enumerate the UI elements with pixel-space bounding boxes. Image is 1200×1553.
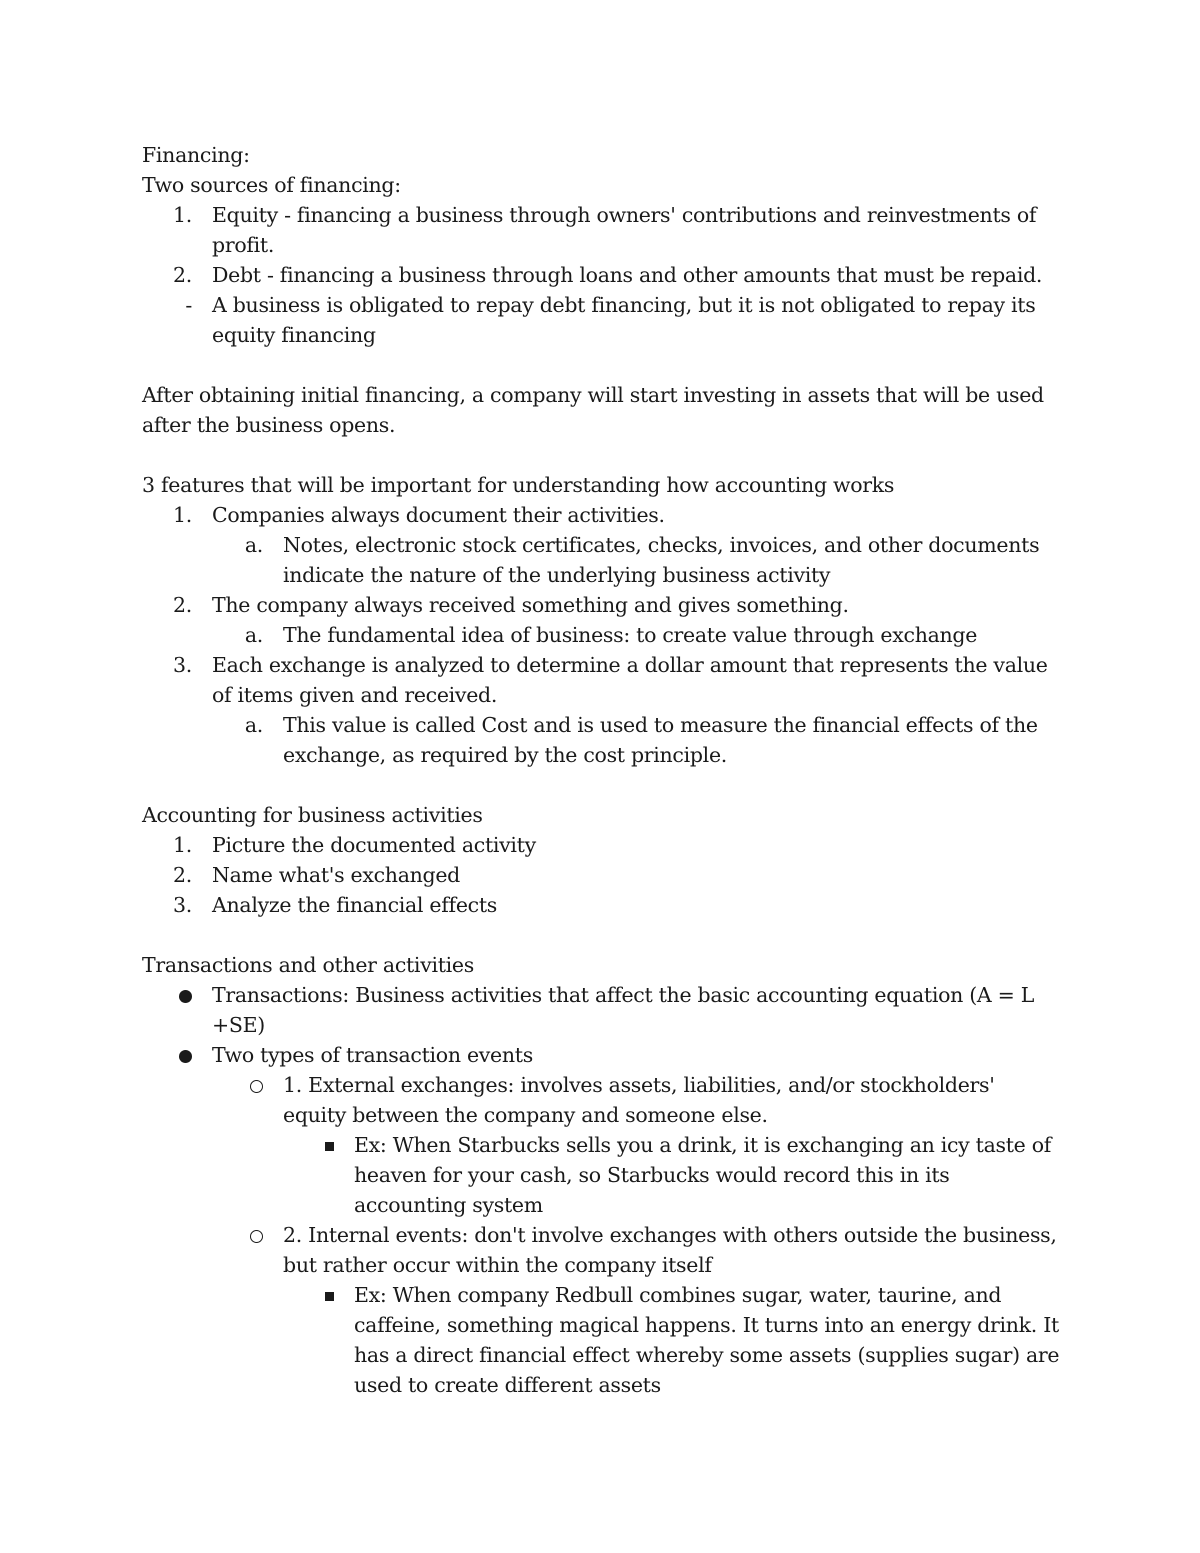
bullet-text: Ex: When Starbucks sells you a drink, it is exchanging an icy taste of heaven for your cash, so Starbucks would record this in its accounting system: [354, 1133, 1052, 1217]
list-item-text: Debt - financing a business through loans and other amounts that must be repaid.: [212, 263, 1043, 287]
heading-transactions: Transactions and other activities: [142, 953, 474, 977]
bullet-item: [142, 1040, 1062, 1070]
heading-features: 3 features that will be important for understanding how accounting works: [142, 473, 895, 497]
list-marker: a.: [244, 623, 263, 647]
list-item: [142, 260, 1062, 290]
heading-accounting: Accounting for business activities: [142, 803, 483, 827]
spacer: [142, 920, 1062, 950]
list-marker: 1.: [173, 833, 192, 857]
dash-marker: -: [185, 293, 192, 317]
filled-circle-bullet-icon: [179, 990, 192, 1003]
filled-circle-bullet-icon: [179, 1050, 192, 1063]
list-item-text: The company always received something and gives something.: [212, 593, 849, 617]
spacer: [142, 440, 1062, 470]
list-item-text: Picture the documented activity: [212, 833, 536, 857]
list-item-text: A business is obligated to repay debt financing, but it is not obligated to repay its equity financing: [212, 293, 1036, 347]
list-item-text: Analyze the financial effects: [212, 893, 497, 917]
sub-sub-bullet-item: [142, 1280, 1062, 1400]
sub-list-item: [142, 710, 1062, 770]
list-item-text: Each exchange is analyzed to determine a dollar amount that represents the value of items given and received.: [212, 653, 1048, 707]
list-item: [142, 590, 1062, 620]
list-item: [142, 500, 1062, 530]
list-marker: 3.: [173, 653, 192, 677]
list-marker: 2.: [173, 263, 192, 287]
list-item-text: Notes, electronic stock certificates, checks, invoices, and other documents indicate the nature of the underlying business activity: [283, 533, 1040, 587]
bullet-text: Ex: When company Redbull combines sugar, water, taurine, and caffeine, something magical happens. It turns into an energy drink. It has a direct financial effect whereby some assets (supplies sugar) are used to create different assets: [354, 1283, 1060, 1397]
list-marker: a.: [244, 533, 263, 557]
list-item-text: This value is called Cost and is used to measure the financial effects of the exchange, as required by the cost principle.: [283, 713, 1038, 767]
list-marker: 1.: [173, 503, 192, 527]
list-item-text: Name what's exchanged: [212, 863, 461, 887]
paragraph-initial-financing: After obtaining initial financing, a company will start investing in assets that will be used after the business opens.: [142, 383, 1044, 437]
hollow-circle-bullet-icon: [250, 1080, 263, 1093]
list-marker: 2.: [173, 593, 192, 617]
intro-sources: Two sources of financing:: [142, 173, 401, 197]
spacer: [142, 350, 1062, 380]
list-marker: a.: [244, 713, 263, 737]
list-marker: 3.: [173, 893, 192, 917]
hollow-circle-bullet-icon: [250, 1230, 263, 1243]
list-item: [142, 890, 1062, 920]
sub-bullet-item: [142, 1070, 1062, 1130]
list-item: [142, 650, 1062, 710]
list-marker: 2.: [173, 863, 192, 887]
list-item: [142, 290, 1062, 350]
heading-financing: Financing:: [142, 143, 250, 167]
list-item-text: The fundamental idea of business: to create value through exchange: [283, 623, 978, 647]
bullet-text: 1. External exchanges: involves assets, liabilities, and/or stockholders' equity between the company and someone else.: [283, 1073, 995, 1127]
sub-list-item: [142, 620, 1062, 650]
square-bullet-icon: [325, 1142, 334, 1151]
list-item: [142, 200, 1062, 260]
list-marker: 1.: [173, 203, 192, 227]
list-item-text: Companies always document their activities.: [212, 503, 665, 527]
bullet-text: 2. Internal events: don't involve exchanges with others outside the business, but rather occur within the company itself: [283, 1223, 1057, 1277]
sub-bullet-item: [142, 1220, 1062, 1280]
bullet-item: [142, 980, 1062, 1040]
list-item: [142, 860, 1062, 890]
sub-sub-bullet-item: [142, 1130, 1062, 1220]
sub-list-item: [142, 530, 1062, 590]
document-body: [142, 140, 1062, 1400]
spacer: [142, 770, 1062, 800]
bullet-text: Transactions: Business activities that affect the basic accounting equation (A = L +SE): [212, 983, 1035, 1037]
square-bullet-icon: [325, 1292, 334, 1301]
bullet-text: Two types of transaction events: [212, 1043, 533, 1067]
list-item: [142, 830, 1062, 860]
list-item-text: Equity - financing a business through owners' contributions and reinvestments of profit.: [212, 203, 1037, 257]
